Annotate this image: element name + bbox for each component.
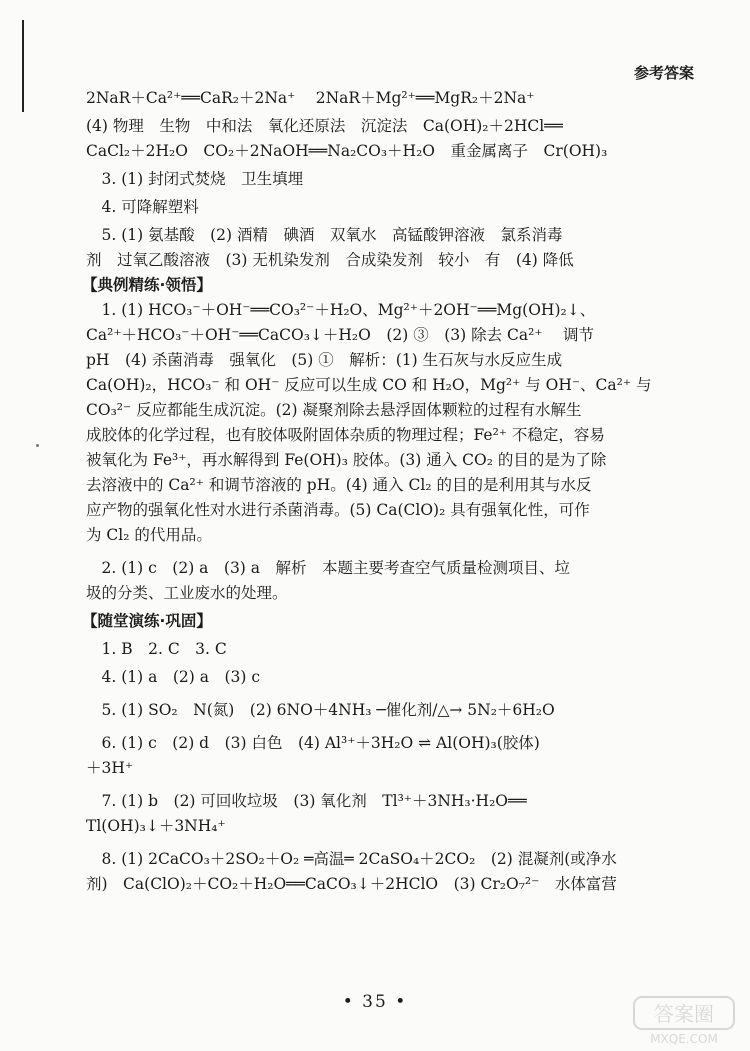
answer-line: Ca(OH)₂，HCO₃⁻ 和 OH⁻ 反应可以生成 CO 和 H₂O，Mg²⁺ 与 OH⁻、Ca²⁺ 与	[86, 376, 652, 394]
answer-content	[82, 86, 670, 897]
answer-line: 成胶体的化学过程，也有胶体吸附固体杂质的物理过程；Fe²⁺ 不稳定，容易	[86, 426, 605, 444]
answer-line: 被氧化为 Fe³⁺，再水解得到 Fe(OH)₃ 胶体。(3) 通入 CO₂ 的目的是为了除	[86, 451, 607, 469]
answer-line: 1. B 2. C 3. C	[86, 640, 227, 658]
answer-line: 2. (1) c (2) a (3) a 解析 本题主要考查空气质量检测项目、垃	[86, 559, 571, 577]
answer-line: ＋3H⁺	[86, 759, 134, 777]
answer-line: 2NaR＋Ca²⁺══CaR₂＋2Na⁺ 2NaR＋Mg²⁺══MgR₂＋2Na⁺	[86, 89, 535, 107]
answer-line: 4. 可降解塑料	[86, 198, 199, 216]
answer-line: Tl(OH)₃↓＋3NH₄⁺	[86, 817, 226, 835]
answer-line: (4) 物理 生物 中和法 氧化还原法 沉淀法 Ca(OH)₂＋2HCl══	[86, 117, 563, 135]
answer-line: CaCl₂＋2H₂O CO₂＋2NaOH══Na₂CO₃＋H₂O 重金属离子 Cr(OH)₃	[86, 142, 608, 160]
scan-speck	[36, 444, 39, 447]
page-header-title: 参考答案	[633, 64, 694, 82]
answer-line: 5. (1) SO₂ N(氮) (2) 6NO＋4NH₃ ─催化剂/△→ 5N₂＋6H₂O	[86, 701, 555, 719]
answer-line: 剂) Ca(ClO)₂＋CO₂＋H₂O══CaCO₃↓＋2HClO (3) Cr₂O₇²⁻ 水体富营	[86, 875, 617, 893]
answer-line: pH (4) 杀菌消毒 强氧化 (5) ① 解析：(1) 生石灰与水反应生成	[86, 351, 563, 369]
answer-line: 6. (1) c (2) d (3) 白色 (4) Al³⁺＋3H₂O ⇌ Al(OH)₃(胶体)	[86, 734, 540, 752]
answer-line: CO₃²⁻ 反应都能生成沉淀。(2) 凝聚剂除去悬浮固体颗粒的过程有水解生	[86, 401, 582, 419]
section-heading: 【随堂演练·巩固】	[82, 612, 212, 630]
page-number: • 35 •	[342, 992, 408, 1012]
section-heading: 【典例精练·领悟】	[82, 276, 212, 294]
svg-text:MXQE.COM: MXQE.COM	[650, 1032, 718, 1046]
answer-line: 1. (1) HCO₃⁻＋OH⁻══CO₃²⁻＋H₂O、Mg²⁺＋2OH⁻══Mg(OH)₂↓、	[86, 301, 596, 319]
answer-line: 去溶液中的 Ca²⁺ 和调节溶液的 pH。(4) 通入 Cl₂ 的目的是利用其与水反	[86, 476, 592, 494]
answer-line: Ca²⁺＋HCO₃⁻＋OH⁻══CaCO₃↓＋H₂O (2) ③ (3) 除去 Ca²⁺ 调节	[86, 326, 594, 344]
answer-line: 7. (1) b (2) 可回收垃圾 (3) 氧化剂 Tl³⁺＋3NH₃·H₂O══	[86, 792, 527, 810]
answer-line: 3. (1) 封闭式焚烧 卫生填埋	[86, 170, 304, 188]
answer-line: 4. (1) a (2) a (3) c	[86, 668, 261, 686]
svg-text:答案圈: 答案圈	[654, 1002, 714, 1026]
margin-rule	[22, 20, 24, 112]
watermark-logo	[630, 995, 740, 1047]
answer-line: 应产物的强氧化性对水进行杀菌消毒。(5) Ca(ClO)₂ 具有强氧化性，可作	[86, 501, 590, 519]
answer-line: 剂 过氧乙酸溶液 (3) 无机染发剂 合成染发剂 较小 有 (4) 降低	[86, 251, 574, 269]
answer-line: 为 Cl₂ 的代用品。	[86, 526, 212, 544]
answer-line: 8. (1) 2CaCO₃＋2SO₂＋O₂ ═高温═ 2CaSO₄＋2CO₂ (2) 混凝剂(或净水	[86, 850, 617, 868]
answer-line: 圾的分类、工业废水的处理。	[86, 584, 288, 602]
answer-line: 5. (1) 氨基酸 (2) 酒精 碘酒 双氧水 高锰酸钾溶液 氯系消毒	[86, 226, 563, 244]
